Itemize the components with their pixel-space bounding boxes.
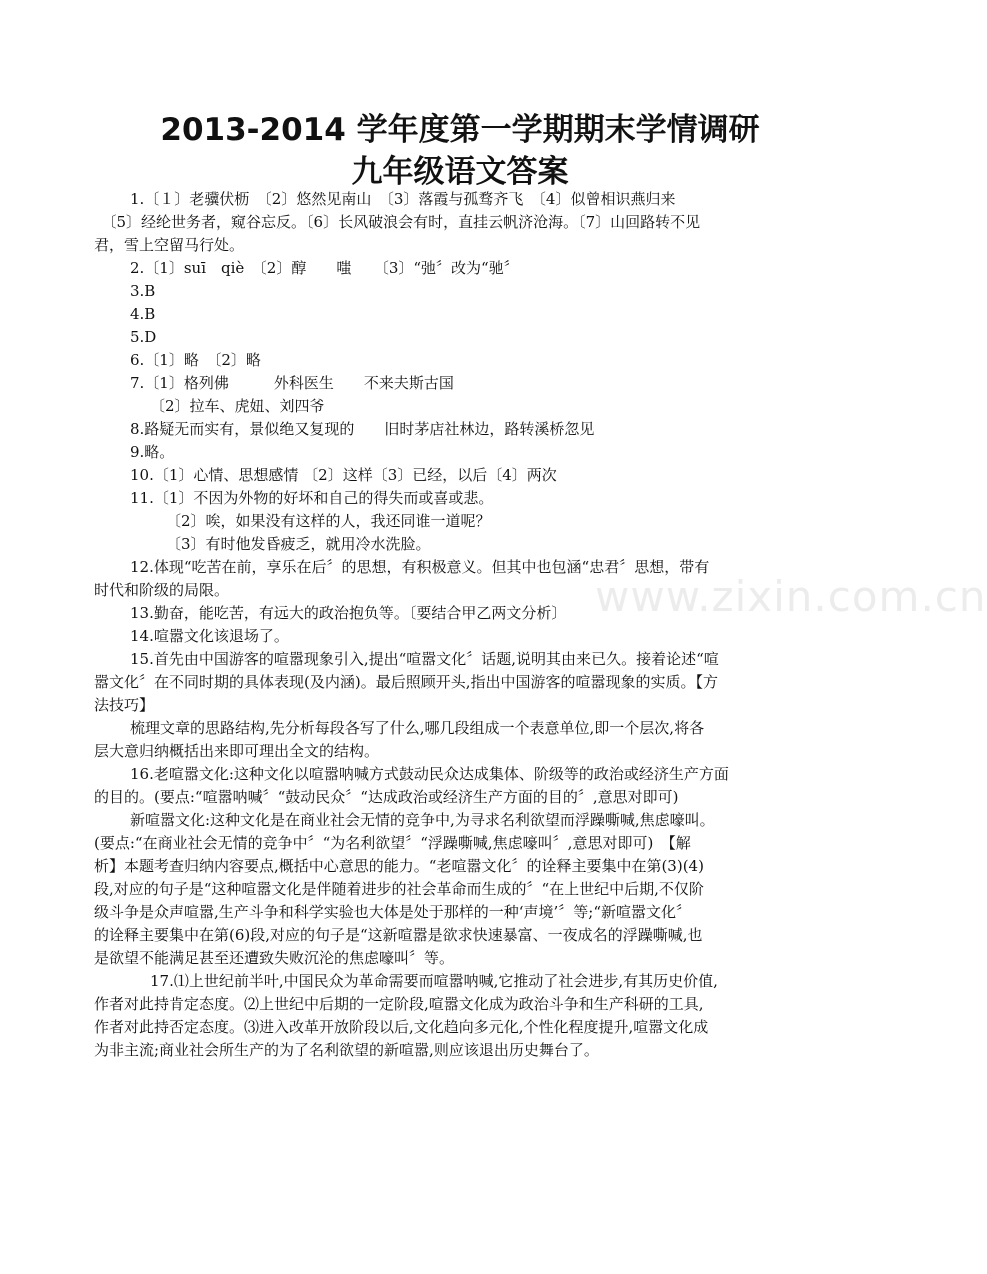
answer-line: 〔2〕拉车、虎妞、刘四爷 bbox=[150, 397, 325, 415]
answer-line: 8.路疑无而实有，景似绝又复现的 旧时茅店社林边，路转溪桥忽见 bbox=[130, 420, 595, 438]
document-subtitle: 九年级语文答案 bbox=[351, 154, 569, 190]
answer-line: 5.D bbox=[130, 328, 157, 346]
answer-line: 是欲望不能满足甚至还遭致失败沉沦的焦虑嚎叫〞等。 bbox=[94, 949, 455, 967]
answer-line: 析】本题考查归纳内容要点,概括中心意思的能力。“老喧嚣文化〞的诠释主要集中在第(3)(4) bbox=[94, 857, 704, 875]
answer-line: 级斗争是众声喧嚣,生产斗争和科学实验也大体是处于那样的一种‘声境’〞等;“新喧嚣文化〞 bbox=[94, 903, 692, 921]
answer-line: 15.首先由中国游客的喧嚣现象引入,提出“喧嚣文化〞话题,说明其由来已久。接着论述“喧 bbox=[130, 650, 719, 668]
answer-line: 〔2〕唉，如果没有这样的人，我还同谁一道呢？ bbox=[166, 512, 491, 530]
answer-line: 嚣文化〞在不同时期的具体表现(及内涵)。最后照顾开头,指出中国游客的喧嚣现象的实质。【方 bbox=[94, 673, 718, 691]
answer-line: 11.〔1〕不因为外物的好坏和自己的得失而或喜或悲。 bbox=[130, 489, 494, 507]
answer-line: 10.〔1〕心情、思想感情 〔2〕这样〔3〕已经，以后〔4〕两次 bbox=[130, 466, 557, 484]
answer-line: 13.勤奋，能吃苦，有远大的政治抱负等。〔要结合甲乙两文分析〕 bbox=[130, 604, 567, 622]
answer-line: 4.B bbox=[130, 305, 156, 323]
answer-line: 3.B bbox=[130, 282, 156, 300]
answer-line: 的目的。(要点:“喧嚣呐喊〞“鼓动民众〞“达成政治或经济生产方面的目的〞,意思对即可) bbox=[94, 788, 679, 806]
answer-line: 段,对应的句子是“这种喧嚣文化是伴随着进步的社会革命而生成的〞“在上世纪中后期,不仅阶 bbox=[94, 880, 704, 898]
answer-line: 6.〔1〕略 〔2〕略 bbox=[130, 351, 261, 369]
answer-line: 2.〔1〕suī qiè 〔2〕醇 嗤 〔3〕“弛〞改为“驰〞 bbox=[130, 259, 519, 277]
answer-line: 17.⑴上世纪前半叶,中国民众为革命需要而喧嚣呐喊,它推动了社会进步,有其历史价值, bbox=[150, 972, 718, 990]
answer-line: 新喧嚣文化:这种文化是在商业社会无情的竞争中,为寻求名利欲望而浮躁嘶喊,焦虑嚎叫。 bbox=[130, 811, 715, 829]
answer-line: 9.略。 bbox=[130, 443, 175, 461]
answer-line: 层大意归纳概括出来即可理出全文的结构。 bbox=[94, 742, 380, 760]
answer-line: 君，雪上空留马行处。 bbox=[94, 236, 245, 254]
answer-line: 法技巧】 bbox=[94, 696, 155, 714]
answer-list bbox=[94, 188, 826, 1062]
answer-line: 1.〔１〕老骥伏枥 〔2〕悠然见南山 〔3〕落霞与孤骛齐飞 〔4〕似曾相识燕归来 bbox=[130, 190, 676, 208]
answer-line: 〔5〕经纶世务者，窥谷忘反。〔6〕长风破浪会有时，直挂云帆济沧海。〔7〕山回路转不见 bbox=[94, 213, 701, 231]
answer-line: 的诠释主要集中在第(6)段,对应的句子是“这新喧嚣是欲求快速暴富、一夜成名的浮躁嘶喊,也 bbox=[94, 926, 703, 944]
answer-line: 12.体现“吃苦在前，享乐在后〞的思想，有积极意义。但其中也包涵“忠君〞思想，带有 bbox=[130, 558, 710, 576]
answer-line: (要点:“在商业社会无情的竞争中〞“为名利欲望〞“浮躁嘶喊,焦虑嚎叫〞,意思对即可) 【解 bbox=[94, 834, 691, 852]
answer-line: 为非主流;商业社会所生产的为了名利欲望的新喧嚣,则应该退出历史舞台了。 bbox=[94, 1041, 599, 1059]
document-title: 2013-2014 学年度第一学期期末学情调研 bbox=[160, 112, 760, 148]
answer-line: 7.〔1〕格列佛 外科医生 不来夫斯古国 bbox=[130, 374, 454, 392]
answer-line: 14.喧嚣文化该退场了。 bbox=[130, 627, 289, 645]
answer-line: 16.老喧嚣文化:这种文化以喧嚣呐喊方式鼓动民众达成集体、阶级等的政治或经济生产方面 bbox=[130, 765, 729, 783]
answer-line: 作者对此持否定态度。⑶进入改革开放阶段以后,文化趋向多元化,个性化程度提升,喧嚣文化成 bbox=[94, 1018, 709, 1036]
watermark: www.zixin.com.cn bbox=[595, 572, 987, 621]
answer-line: 作者对此持肯定态度。⑵上世纪中后期的一定阶段,喧嚣文化成为政治斗争和生产科研的工具, bbox=[94, 995, 704, 1013]
answer-line: 梳理文章的思路结构,先分析每段各写了什么,哪几段组成一个表意单位,即一个层次,将各 bbox=[130, 719, 705, 737]
answer-line: 〔3〕有时他发昏疲乏，就用冷水洗脸。 bbox=[166, 535, 431, 553]
answer-line: 时代和阶级的局限。 bbox=[94, 581, 230, 599]
